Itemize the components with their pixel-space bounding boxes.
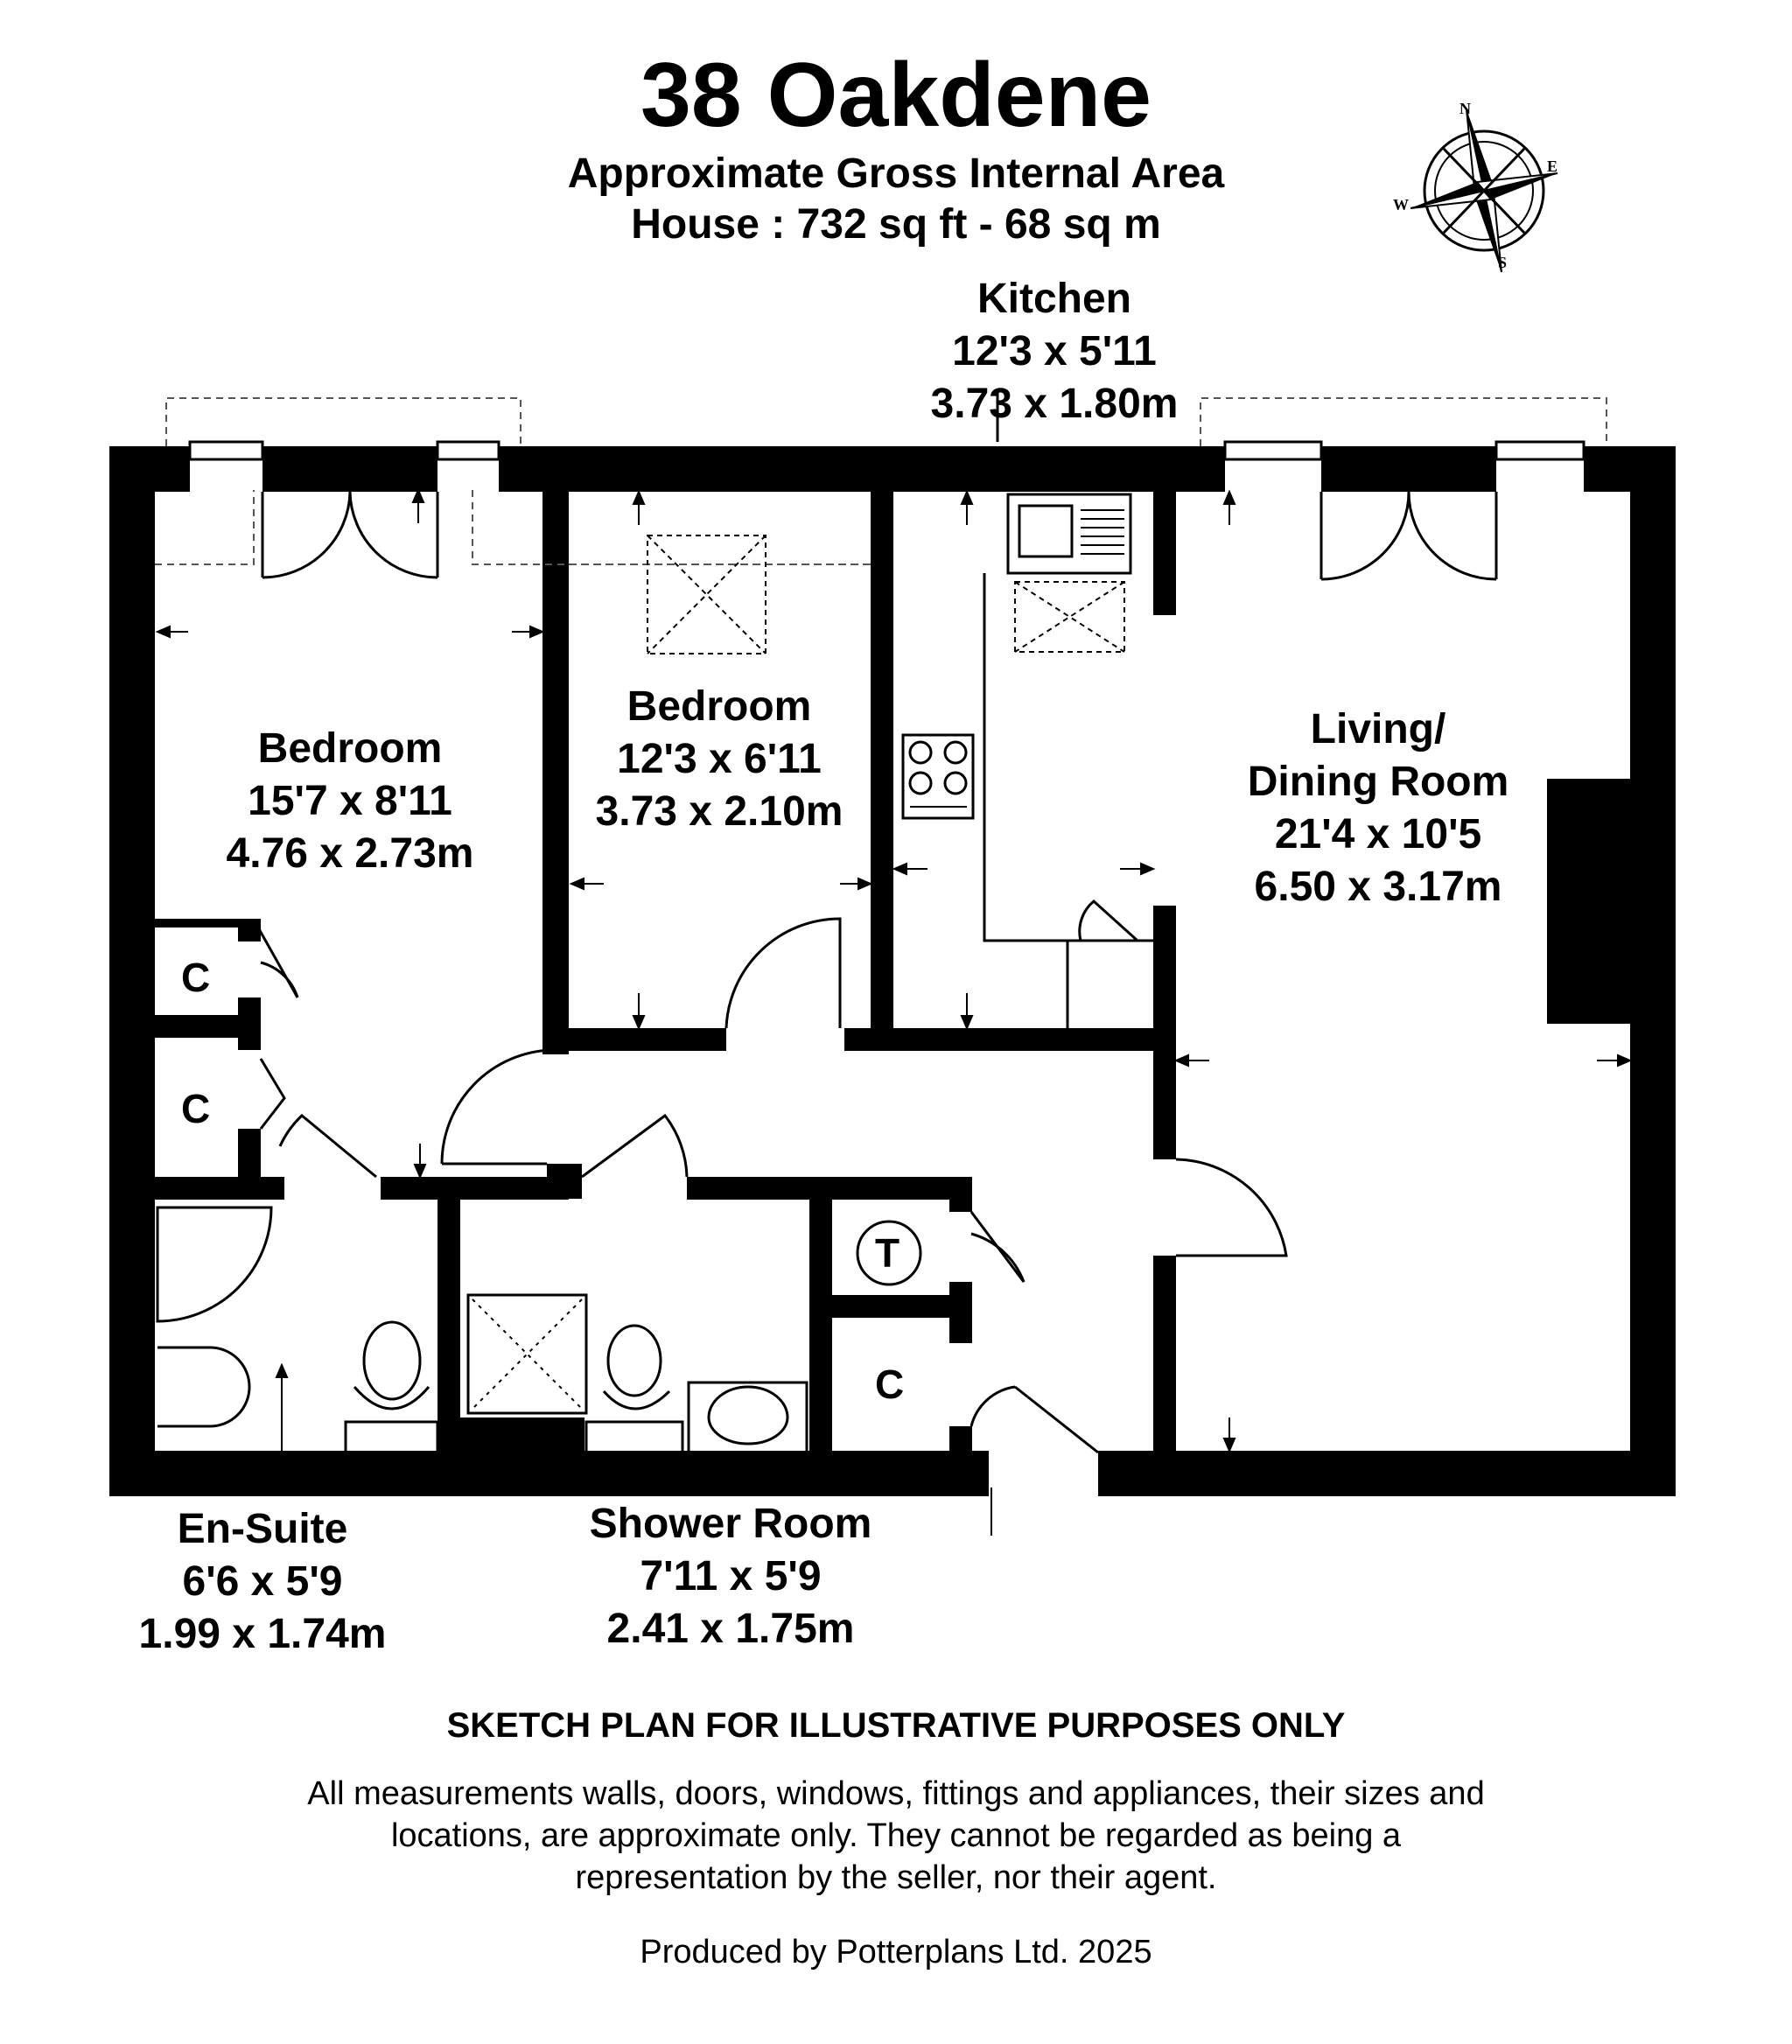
bathroom-fittings <box>158 1208 920 1452</box>
room-label-living-dining <box>1203 704 1553 914</box>
room-imperial: 6'6 x 5'9 <box>182 1558 343 1605</box>
room-metric: 4.76 x 2.73m <box>226 830 474 877</box>
room-name: Bedroom <box>257 725 443 772</box>
page-title: 38 Oakdene <box>640 45 1152 146</box>
room-name-line1: Living/ <box>1310 706 1446 752</box>
room-imperial: 21'4 x 10'5 <box>1274 811 1482 858</box>
area-subtitle: Approximate Gross Internal Area <box>567 150 1225 197</box>
room-metric: 2.41 x 1.75m <box>606 1606 855 1652</box>
room-name: En-Suite <box>177 1506 348 1552</box>
walls <box>109 446 1676 1496</box>
room-label-en-suite <box>105 1503 420 1661</box>
room-metric: 1.99 x 1.74m <box>138 1611 387 1657</box>
room-name-line2: Dining Room <box>1247 759 1509 805</box>
producer-credit: Produced by Potterplans Ltd. 2025 <box>640 1934 1152 1970</box>
room-label-bedroom-2 <box>544 681 894 838</box>
compass-s-label: S <box>1498 254 1508 271</box>
room-name: Bedroom <box>626 683 812 730</box>
room-imperial: 15'7 x 8'11 <box>248 778 452 824</box>
area-summary <box>458 149 1334 250</box>
room-name: Kitchen <box>976 276 1131 322</box>
room-imperial: 12'3 x 5'11 <box>952 328 1157 374</box>
cupboard-label: C <box>875 1362 905 1407</box>
room-metric: 3.73 x 2.10m <box>595 788 844 835</box>
compass-rose-icon <box>1393 100 1558 272</box>
room-label-kitchen <box>879 273 1229 430</box>
room-imperial: 7'11 x 5'9 <box>640 1553 822 1600</box>
area-total: House : 732 sq ft - 68 sq m <box>631 201 1161 248</box>
compass-n-label: N <box>1460 100 1471 117</box>
tank-label: T <box>875 1230 900 1276</box>
disclaimer-text: All measurements walls, doors, windows, fittings and appliances, their sizes and locations, are approximate only. They cannot be regarded as being a representation by the seller, nor their agent. <box>307 1775 1485 1896</box>
room-metric: 3.73 x 1.80m <box>930 381 1179 427</box>
room-label-shower-room <box>556 1498 906 1656</box>
cupboard-label: C <box>181 955 211 1000</box>
room-name: Shower Room <box>589 1501 872 1547</box>
sketch-plan-notice: SKETCH PLAN FOR ILLUSTRATIVE PURPOSES ONLY <box>446 1706 1346 1745</box>
room-imperial: 12'3 x 6'11 <box>617 736 822 782</box>
room-metric: 6.50 x 3.17m <box>1254 864 1502 910</box>
room-label-bedroom-1 <box>175 723 525 880</box>
compass-w-label: W <box>1393 196 1409 214</box>
cupboard-label: C <box>181 1086 211 1131</box>
compass-e-label: E <box>1547 158 1558 175</box>
